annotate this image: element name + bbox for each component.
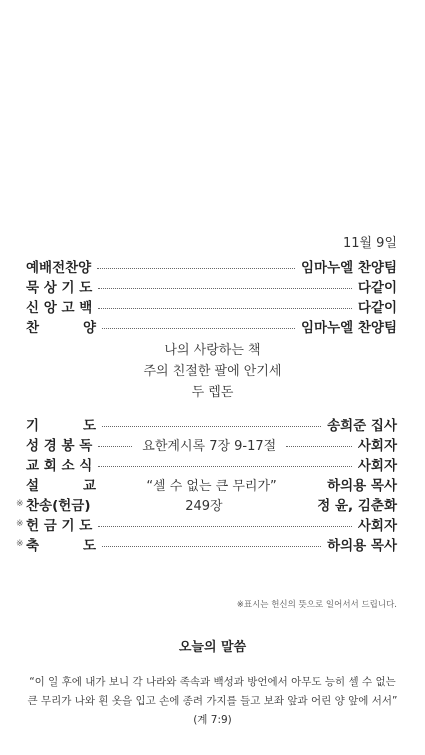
dotted-leader [97, 268, 295, 269]
dotted-leader [98, 288, 352, 289]
order-label: 예배전찬양 [26, 260, 92, 276]
order-label: 묵 상 기 도 [26, 280, 93, 296]
order-leader: 사회자 [357, 438, 397, 454]
order-leader: 하의용 목사 [327, 538, 397, 554]
order-label: 설 교 [26, 478, 96, 494]
dotted-leader [102, 426, 321, 427]
order-label: 축 도 [26, 538, 96, 554]
order-row [16, 514, 397, 534]
order-row [16, 414, 397, 434]
scripture-reference: 요한계시록 7장 9-17절 [138, 435, 280, 454]
order-row [16, 454, 397, 474]
order-leader: 송희준 집사 [327, 418, 397, 434]
dotted-leader [102, 546, 321, 547]
order-row [16, 256, 397, 276]
order-leader: 사회자 [357, 518, 397, 534]
order-label: 헌 금 기 도 [26, 518, 93, 534]
dotted-leader [102, 328, 295, 329]
dotted-leader [98, 466, 352, 467]
order-row [16, 534, 397, 554]
order-label: 기 도 [26, 418, 96, 434]
dotted-leader [98, 526, 352, 527]
order-row [16, 474, 397, 494]
hymn-titles [0, 340, 425, 403]
order-label: 찬송(헌금) [26, 498, 91, 514]
standing-mark: ※ [16, 499, 24, 509]
order-label: 신 앙 고 백 [26, 300, 93, 316]
order-leader: 다같이 [357, 300, 397, 316]
bible-verse [0, 673, 425, 730]
order-leader: 다같이 [357, 280, 397, 296]
order-leader: 임마누엘 찬양팀 [301, 260, 397, 276]
hymn-title: 나의 사랑하는 책 [164, 343, 261, 358]
order-row [16, 316, 397, 336]
standing-note: ※표시는 헌신의 뜻으로 일어서서 드립니다. [236, 600, 397, 610]
sermon-title: “셀 수 없는 큰 무리가” [142, 475, 280, 494]
order-row [16, 276, 397, 296]
verse-line: 큰 무리가 나와 흰 옷을 입고 손에 종려 가지를 들고 보좌 앞과 어린 양 앞에 서서” [27, 695, 398, 707]
order-leader: 정 윤, 김춘화 [317, 498, 397, 514]
verse-reference: (계 7:9) [193, 714, 232, 726]
order-label: 찬 양 [26, 320, 96, 336]
order-leader: 임마누엘 찬양팀 [301, 320, 397, 336]
hymn-title: 주의 친절한 팔에 안기세 [143, 364, 282, 379]
order-row [16, 296, 397, 316]
todays-word-title: 오늘의 말씀 [178, 640, 247, 655]
order-leader: 사회자 [357, 458, 397, 474]
standing-mark: ※ [16, 539, 24, 549]
order-row [16, 494, 397, 514]
verse-line: “이 일 후에 내가 보니 각 나라와 족속과 백성과 방언에서 아무도 능히 셀 수 없는 [29, 676, 396, 688]
hymn-number: 249장 [181, 495, 226, 514]
order-row [16, 434, 397, 454]
hymn-title: 두 렙돈 [191, 385, 234, 400]
order-label: 교 회 소 식 [26, 458, 93, 474]
order-leader: 하의용 목사 [327, 478, 397, 494]
dotted-leader [98, 308, 352, 309]
dotted-leader [286, 446, 352, 447]
service-date: 11월 9일 [342, 236, 397, 251]
dotted-leader [98, 446, 132, 447]
order-label: 성 경 봉 독 [26, 438, 93, 454]
standing-mark: ※ [16, 519, 24, 529]
